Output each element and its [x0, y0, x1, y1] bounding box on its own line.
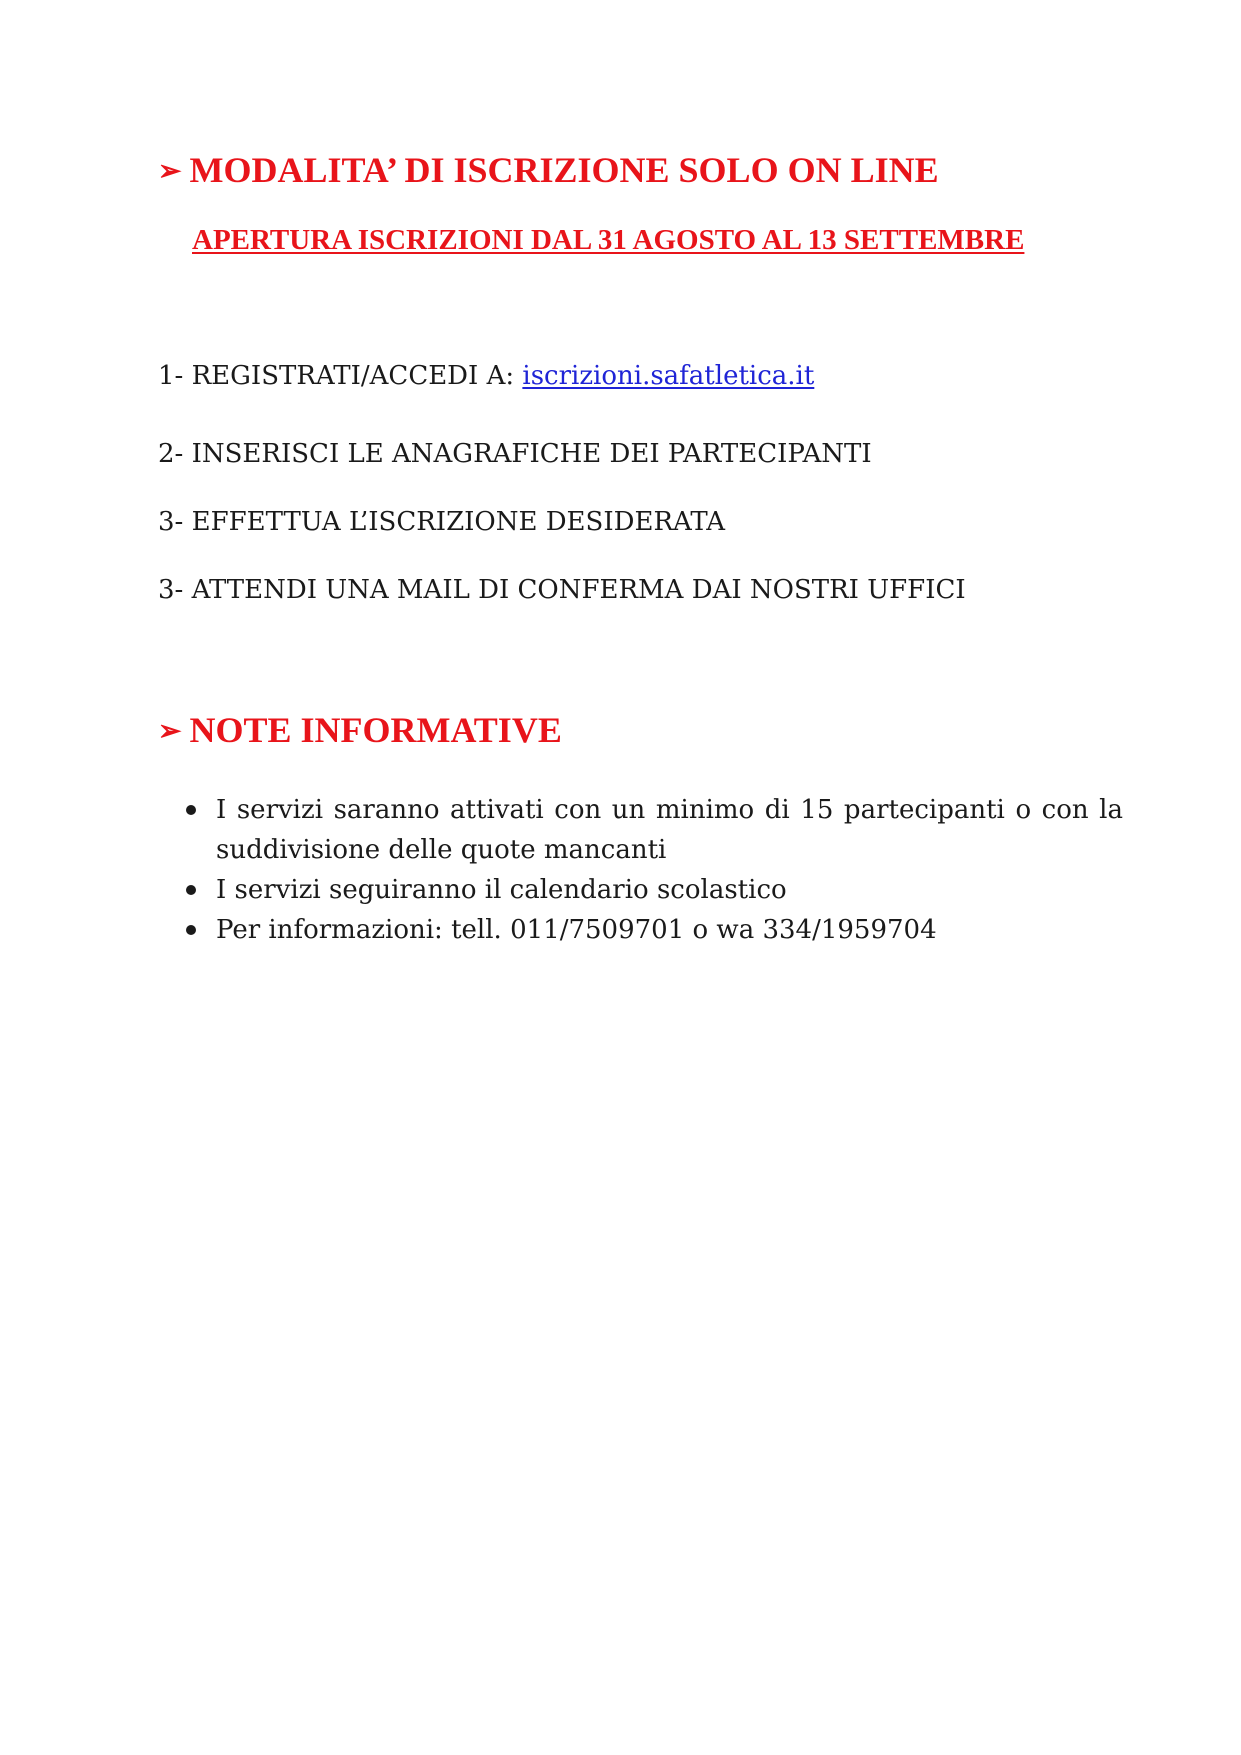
- step-4: 3- ATTENDI UNA MAIL DI CONFERMA DAI NOSTRI UFFICI: [158, 575, 966, 605]
- notes-list: [158, 790, 1123, 950]
- section-title: MODALITA’ DI ISCRIZIONE SOLO ON LINE: [189, 150, 939, 190]
- registration-period-subtitle: APERTURA ISCRIZIONI DAL 31 AGOSTO AL 13 SETTEMBRE: [192, 224, 1025, 256]
- section-heading-notes: [158, 710, 562, 754]
- list-item: [158, 910, 1123, 950]
- bullet-icon: [186, 805, 196, 815]
- bullet-icon: [186, 885, 196, 895]
- section-title: NOTE INFORMATIVE: [189, 710, 562, 750]
- list-item: [158, 790, 1123, 870]
- right-arrow-icon: ➢: [158, 716, 182, 747]
- bullet-icon: [186, 925, 196, 935]
- right-arrow-icon: ➢: [158, 156, 182, 187]
- step-1: [158, 358, 814, 394]
- step-3: 3- EFFETTUA L’ISCRIZIONE DESIDERATA: [158, 507, 726, 537]
- note-text: I servizi saranno attivati con un minimo di 15 partecipanti o con la suddivisione delle quote mancanti: [216, 795, 1123, 865]
- list-item: [158, 870, 1123, 910]
- step-text: 1- REGISTRATI/ACCEDI A:: [158, 361, 523, 391]
- registration-link[interactable]: iscrizioni.safatletica.it: [522, 361, 815, 391]
- note-text: Per informazioni: tell. 011/7509701 o wa 334/1959704: [216, 915, 937, 945]
- note-text: I servizi seguiranno il calendario scolastico: [216, 875, 787, 905]
- step-2: 2- INSERISCI LE ANAGRAFICHE DEI PARTECIPANTI: [158, 439, 872, 469]
- section-heading-registration: [158, 150, 939, 194]
